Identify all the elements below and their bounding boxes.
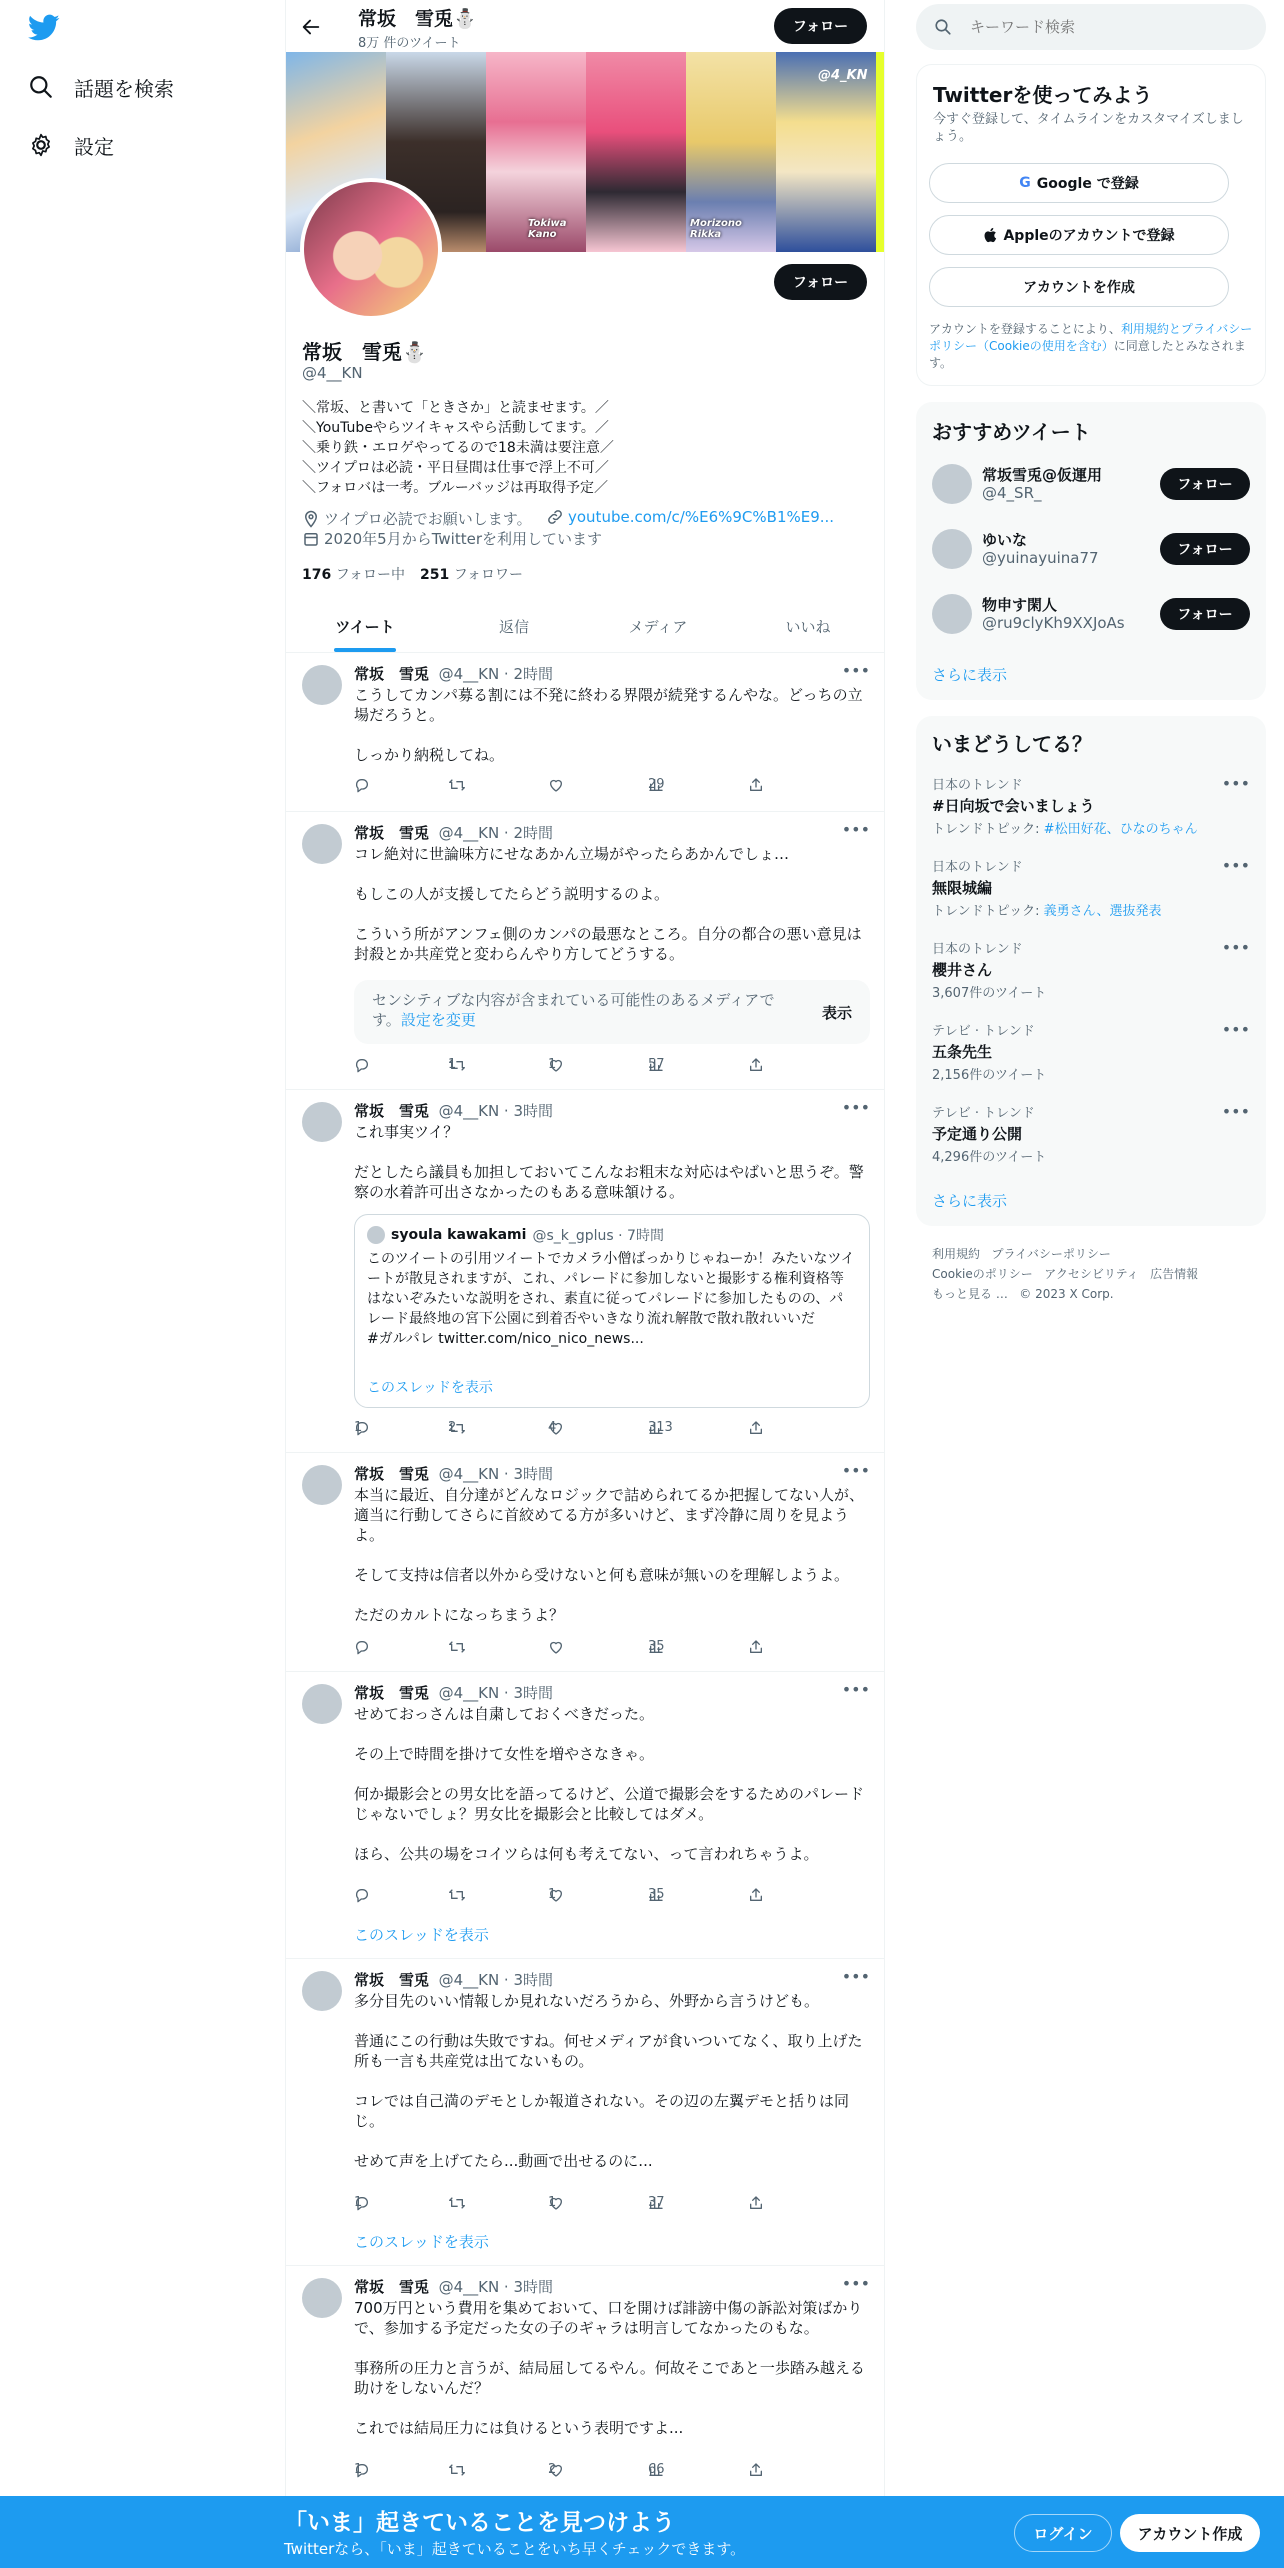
trend-count: 3,607件のツイート xyxy=(932,986,1047,1001)
trend-context: 日本のトレンド xyxy=(932,860,1023,875)
create-account-button[interactable]: アカウントを作成 xyxy=(929,267,1229,307)
views-count: 29 xyxy=(648,777,665,792)
tweet-header xyxy=(354,2276,553,2297)
recommend-user-name: 常坂雪兎@仮運用 xyxy=(982,466,1103,484)
trend-item[interactable] xyxy=(932,856,1250,919)
tweet-author[interactable]: 常坂 雪兎 xyxy=(354,1465,430,1483)
tweet-avatar[interactable] xyxy=(302,2278,342,2318)
tweet-meta[interactable]: @4__KN · 3時間 xyxy=(438,1684,554,1702)
more-icon[interactable]: ••• xyxy=(1221,1102,1250,1121)
nav-explore-label: 話題を検索 xyxy=(74,76,174,101)
trend-context: 日本のトレンド xyxy=(932,942,1023,957)
trend-context: 日本のトレンド xyxy=(932,778,1023,793)
change-settings-link[interactable]: 設定を変更 xyxy=(400,1011,476,1029)
retweet-icon xyxy=(448,2195,466,2211)
quote-thread-link[interactable]: このスレッドを表示 xyxy=(367,1380,493,1396)
tweet-author[interactable]: 常坂 雪兎 xyxy=(354,1684,430,1702)
reply-icon xyxy=(354,777,370,793)
search-icon xyxy=(28,74,54,100)
tweet-actions xyxy=(354,777,774,797)
recommend-user-avatar xyxy=(932,464,972,504)
tab-likes-label: いいね xyxy=(785,617,831,636)
tweet-avatar[interactable] xyxy=(302,824,342,864)
trends-more-link[interactable]: さらに表示 xyxy=(932,1192,1008,1210)
profile-handle: @4__KN xyxy=(302,364,363,382)
trend-subtitle xyxy=(932,818,1250,837)
share-icon xyxy=(748,1057,764,1073)
tab-media[interactable] xyxy=(584,600,732,652)
trends-title: いまどうしてる？ xyxy=(932,732,1092,756)
like-count: 4 xyxy=(548,1420,557,1435)
recommend-follow-button[interactable]: フォロー xyxy=(1160,598,1250,630)
tweet-meta[interactable]: @4__KN · 2時間 xyxy=(438,824,554,842)
like-count: 2 xyxy=(548,2462,557,2477)
tweet-avatar[interactable] xyxy=(302,1465,342,1505)
reply-icon xyxy=(354,1057,370,1073)
share-icon xyxy=(748,1639,764,1655)
followers-count: 251 xyxy=(420,567,450,583)
location-pin-icon xyxy=(302,510,320,528)
recommend-user-name: 物申す閑人 xyxy=(982,596,1058,614)
tweet-header xyxy=(354,822,553,843)
trend-subtitle xyxy=(932,1064,1250,1083)
trend-title: #日向坂で会いましょう xyxy=(932,797,1095,815)
recommend-user-handle: @yuinayuina77 xyxy=(982,549,1099,567)
profile-avatar[interactable] xyxy=(300,178,442,320)
reply-icon xyxy=(354,1639,370,1655)
trend-context: テレビ · トレンド xyxy=(932,1106,1035,1121)
footer-accessibility[interactable]: アクセシビリティ xyxy=(1044,1267,1139,1281)
share-icon xyxy=(748,1420,764,1436)
tweet[interactable] xyxy=(286,653,884,812)
like-icon xyxy=(548,777,564,793)
quote-author: syoula kawakami xyxy=(391,1227,527,1243)
trend-title: 無限城編 xyxy=(932,879,993,897)
recommend-more-link[interactable]: さらに表示 xyxy=(932,666,1008,684)
bottom-bar-subtitle: Twitterなら、「いま」起きていることをいち早くチェックできます。 xyxy=(284,2540,746,2558)
views-count: 35 xyxy=(648,1887,665,1902)
followers-label: フォロワー xyxy=(453,567,523,583)
tab-media-label: メディア xyxy=(628,617,688,636)
bottom-login-button[interactable]: ログイン xyxy=(1014,2514,1112,2552)
tweet-author[interactable]: 常坂 雪兎 xyxy=(354,1102,430,1120)
more-icon[interactable]: ••• xyxy=(841,1680,870,1699)
banner-label-2: Morizono Rikka xyxy=(690,218,742,240)
profile-location-text: ツイプロ必読でお願いします。 xyxy=(324,510,532,528)
signup-title: Twitterを使ってみよう xyxy=(933,83,1153,107)
share-icon xyxy=(748,2195,764,2211)
trend-item[interactable] xyxy=(932,1102,1250,1165)
tweet-meta[interactable]: @4__KN · 3時間 xyxy=(438,2278,554,2296)
recommend-user[interactable] xyxy=(932,590,1250,638)
apple-signup-button[interactable] xyxy=(929,215,1229,255)
recommend-follow-button[interactable]: フォロー xyxy=(1160,533,1250,565)
tweet-header xyxy=(354,1969,553,1990)
like-count: 1 xyxy=(548,1887,557,1902)
more-icon[interactable]: ••• xyxy=(841,1098,870,1117)
trend-title: 櫻井さん xyxy=(932,961,993,979)
tweet-meta[interactable]: @4__KN · 3時間 xyxy=(438,1971,554,1989)
tweet-text: 700万円という費用を集めておいて、口を開けば誹謗中傷の訴訟対策ばかりで、参加する予定だった女の子のギャラは明言してなかったのもな。 事務所の圧力と言うが、結局屈してるやん。何故そこであと一歩踏み越える助けをしないんだ？ これでは結局圧力には負けるという表明ですよ... xyxy=(354,2299,865,2437)
tweet-author[interactable]: 常坂 雪兎 xyxy=(354,665,430,683)
trend-title: 五条先生 xyxy=(932,1043,993,1061)
terms-link[interactable]: 利用規約とプライバシーポリシー（Cookieの使用を含む） xyxy=(929,322,1253,353)
footer-terms[interactable]: 利用規約 xyxy=(932,1247,981,1261)
views-count: 37 xyxy=(648,2195,665,2210)
terms-post: に同意したとみなされます。 xyxy=(929,339,1246,370)
tweet[interactable] xyxy=(286,1090,884,1453)
more-icon[interactable]: ••• xyxy=(841,1967,870,1986)
trend-item[interactable] xyxy=(932,938,1250,1001)
nav-settings-label: 設定 xyxy=(74,134,114,159)
more-icon[interactable]: ••• xyxy=(1221,1020,1250,1039)
tweet-header xyxy=(354,1100,553,1121)
tweet-avatar[interactable] xyxy=(302,1971,342,2011)
recommend-user-handle: @4_SR_ xyxy=(982,484,1042,502)
footer-privacy[interactable]: プライバシーポリシー xyxy=(991,1247,1111,1261)
trend-topic-links[interactable]: 義勇さん、選抜発表 xyxy=(1043,904,1162,919)
recommend-user-avatar xyxy=(932,529,972,569)
bottom-signup-button[interactable]: アカウント作成 xyxy=(1120,2514,1260,2552)
tweet-text: 本当に最近、自分達がどんなロジックで詰められてるか把握してない人が、適当に行動してさらに首絞めてる方が多いけど、まず冷静に周りを見よう よ。 そして支持は信者以外から受けないと何も意味が無いのを理解しようよ。 ただのカルトになっちまうよ？ xyxy=(354,1486,865,1624)
tweet[interactable] xyxy=(286,1959,884,2266)
main-column-border-right xyxy=(884,0,885,2568)
show-thread-link[interactable]: このスレッドを表示 xyxy=(354,1926,489,1944)
trend-item[interactable] xyxy=(932,1020,1250,1083)
recommend-follow-button[interactable]: フォロー xyxy=(1160,468,1250,500)
gear-icon xyxy=(28,132,54,158)
footer-cookie[interactable]: Cookieのポリシー xyxy=(932,1267,1033,1281)
like-icon xyxy=(548,1639,564,1655)
apple-icon xyxy=(983,227,997,243)
quote-avatar xyxy=(367,1226,385,1244)
like-count: 1 xyxy=(548,2195,557,2210)
recommend-card xyxy=(916,402,1266,700)
search-input[interactable] xyxy=(970,18,1230,36)
tweet-text: せめておっさんは自粛しておくべきだった。 その上で時間を掛けて女性を増やさなきゃ。 何か撮影会との男女比を語ってるけど、公道で撮影会をするためのパレードじゃないでしょ？男女比を撮影会と比較してはダメ。 ほら、公共の場をコイツらは何も考えてない、って言われちゃうよ。 xyxy=(354,1705,865,1863)
tab-replies-label: 返信 xyxy=(498,617,529,636)
retweet-icon xyxy=(448,2462,466,2478)
tweet-meta[interactable]: @4__KN · 3時間 xyxy=(438,1465,554,1483)
tweet-header xyxy=(354,1463,553,1484)
followers-link[interactable] xyxy=(420,564,523,584)
views-count: 313 xyxy=(648,1420,673,1435)
following-count: 176 xyxy=(302,567,332,583)
quote-meta: @s_k_gplus · 7時間 xyxy=(532,1228,664,1244)
tweet-author[interactable]: 常坂 雪兎 xyxy=(354,2278,430,2296)
recommend-user[interactable] xyxy=(932,460,1250,508)
tweet[interactable] xyxy=(286,1672,884,1959)
trend-title: 予定通り公開 xyxy=(932,1125,1023,1143)
share-icon xyxy=(748,1887,764,1903)
sensitive-media-notice xyxy=(354,980,870,1044)
show-media-button[interactable]: 表示 xyxy=(821,1004,852,1022)
google-signup-button[interactable] xyxy=(929,163,1229,203)
profile-joined xyxy=(302,528,602,549)
profile-url-text: youtube.com/c/%E6%9C%B1%E9... xyxy=(568,508,835,526)
retweet-count: 1 xyxy=(448,1057,457,1072)
recommend-user-name: ゆいな xyxy=(982,531,1028,549)
tweet-actions xyxy=(354,1887,774,1907)
tweet-actions xyxy=(354,1420,774,1440)
recommend-user-avatar xyxy=(932,594,972,634)
bottom-signup-bar xyxy=(0,2496,1284,2568)
link-icon xyxy=(546,508,564,526)
tweet-actions xyxy=(354,1639,774,1659)
header-tweet-count: 8万 件のツイート xyxy=(358,36,461,51)
tab-replies[interactable] xyxy=(444,600,584,652)
bottom-bar-title: 「いま」起きていることを見つけよう xyxy=(284,2510,675,2536)
tweet-header xyxy=(354,1682,553,1703)
reply-count: 1 xyxy=(354,2195,363,2210)
trend-context: テレビ · トレンド xyxy=(932,1024,1035,1039)
signup-card xyxy=(916,64,1266,386)
tweet[interactable] xyxy=(286,2266,884,2496)
tweet[interactable] xyxy=(286,812,884,1090)
profile-name: 常坂 雪兎⛄ xyxy=(302,340,427,364)
show-thread-link[interactable]: このスレッドを表示 xyxy=(354,2233,489,2251)
views-count: 35 xyxy=(648,1639,665,1654)
tab-tweets-label: ツイート xyxy=(335,617,395,636)
tweet-actions xyxy=(354,2195,774,2215)
tab-tweets[interactable] xyxy=(286,600,444,652)
nav-explore[interactable] xyxy=(28,70,174,104)
like-count: 1 xyxy=(548,1057,557,1072)
trend-count: 2,156件のツイート xyxy=(932,1068,1047,1083)
retweet-icon xyxy=(448,1639,466,1655)
recommend-user[interactable] xyxy=(932,525,1250,573)
reply-icon xyxy=(354,1887,370,1903)
tweet-actions xyxy=(354,2462,774,2482)
signup-desc: 今すぐ登録して、タイムラインをカスタマイズしましょう。 xyxy=(933,112,1244,144)
search-box[interactable] xyxy=(916,4,1266,50)
retweet-icon xyxy=(448,1887,466,1903)
share-icon xyxy=(748,2462,764,2478)
nav-settings[interactable] xyxy=(28,128,114,162)
tweet-author[interactable]: 常坂 雪兎 xyxy=(354,824,430,842)
more-icon[interactable]: ••• xyxy=(1221,856,1250,875)
back-arrow-icon[interactable] xyxy=(300,16,322,38)
footer-copyright: © 2023 X Corp. xyxy=(1019,1287,1114,1301)
tweet-text: コレ絶対に世論味方にせなあかん立場がやったらあかんでしょ… もしこの人が支援してたらどう説明するのよ。 こういう所がアンフェ側のカンパの最悪なところ。自分の都合の悪い意見は封殺とか共産党と変わらんやり方してどうする。 xyxy=(354,845,862,963)
profile-location xyxy=(302,508,532,529)
tweet-text: こうしてカンパ募る割には不発に終わる界隈が続発するんやな。どっちの立場だろうと。 しっかり納税してね。 xyxy=(354,686,863,764)
reply-count: 1 xyxy=(354,1420,363,1435)
terms-pre: アカウントを登録することにより、 xyxy=(929,322,1121,336)
following-link[interactable] xyxy=(302,564,405,584)
trends-card xyxy=(916,716,1266,1226)
banner-label-1: Tokiwa Kano xyxy=(528,218,567,240)
trend-topic-label: トレンドトピック: xyxy=(932,822,1044,837)
share-icon xyxy=(748,777,764,793)
search-icon xyxy=(934,18,952,36)
sensitive-text: センシティブな内容が含まれている可能性のあるメディアです。 xyxy=(372,991,775,1029)
calendar-icon xyxy=(302,530,320,548)
trend-topic-label: トレンドトピック: xyxy=(932,904,1044,919)
trend-subtitle xyxy=(932,900,1250,919)
quote-tweet[interactable] xyxy=(354,1214,870,1408)
footer-more[interactable]: もっと見る … xyxy=(932,1287,1008,1301)
more-icon[interactable]: ••• xyxy=(841,661,870,680)
profile-follow-button[interactable]: フォロー xyxy=(774,264,867,300)
google-signup-label: Google で登録 xyxy=(1036,176,1139,192)
profile-bio: ＼常坂、と書いて「ときさか」と読ませます。／ ＼YouTubeやらツイキャスやら活動してます。／ ＼乗り鉄・エロゲやってるので18未満は要注意／ ＼ツイプロは必読・平日昼間は仕事で浮上不可／ ＼フォロバは一考。ブルーバッジは再取得予定／ xyxy=(302,400,614,496)
header-follow-button[interactable]: フォロー xyxy=(774,8,867,44)
profile-url[interactable] xyxy=(546,508,834,526)
footer-ads[interactable]: 広告情報 xyxy=(1150,1267,1199,1281)
tweet-actions xyxy=(354,1057,774,1077)
tweet-meta[interactable]: @4__KN · 2時間 xyxy=(438,665,554,683)
retweet-count: 2 xyxy=(448,1420,457,1435)
tweet-avatar[interactable] xyxy=(302,665,342,705)
banner-label-3: @4_KN xyxy=(818,68,868,83)
tweet-text: 多分目先のいい情報しか見れないだろうから、外野から言うけども。 普通にこの行動は失敗ですね。何せメディアが食いついてなく、取り上げた所も一言も共産党は出てないもの。 コレでは自己満のデモとしか報道されない。その辺の左翼デモと括りは同じ。 せめて声を上げてたら...動画で出せるのに... xyxy=(354,1992,863,2170)
trend-topic-links[interactable]: #松田好花、ひなのちゃん xyxy=(1043,822,1198,837)
twitter-logo-icon[interactable] xyxy=(28,14,60,42)
trend-count: 4,296件のツイート xyxy=(932,1150,1047,1165)
retweet-icon xyxy=(448,777,466,793)
recommend-user-handle: @ru9clyKh9XXJoAs xyxy=(982,614,1125,632)
profile-joined-text: 2020年5月からTwitterを利用しています xyxy=(324,530,602,548)
tweet-avatar[interactable] xyxy=(302,1684,342,1724)
tweet-header xyxy=(354,663,553,684)
header-name: 常坂 雪兎⛄ xyxy=(358,8,477,30)
tweet[interactable] xyxy=(286,1453,884,1672)
tweet-meta[interactable]: @4__KN · 3時間 xyxy=(438,1102,554,1120)
more-icon[interactable]: ••• xyxy=(841,2274,870,2293)
trend-subtitle xyxy=(932,1146,1250,1165)
recommend-title: おすすめツイート xyxy=(932,420,1091,444)
trend-item[interactable] xyxy=(932,774,1250,837)
tweet-avatar[interactable] xyxy=(302,1102,342,1142)
sidebar-footer xyxy=(932,1244,1252,1304)
following-label: フォロー中 xyxy=(335,567,405,583)
more-icon[interactable]: ••• xyxy=(1221,938,1250,957)
trend-subtitle xyxy=(932,982,1250,1001)
views-count: 57 xyxy=(648,1057,665,1072)
quote-text: このツイートの引用ツイートでカメラ小僧ばっかりじゃねーか！みたいなツイートが散見されますが、これ、パレードに参加しないと撮影する権利資格等はないぞみたいな説明をされ、素直に従ってパレードに参加したものの、パレード最終地の宮下公園に到着否やいきなり流れ解散で散れ散れいいだ #ガルパレ twitter.com/nico_nico_news... xyxy=(367,1251,855,1347)
google-icon: G xyxy=(1019,175,1031,191)
signup-terms xyxy=(929,321,1255,372)
reply-count: 1 xyxy=(354,2462,363,2477)
more-icon[interactable]: ••• xyxy=(841,1461,870,1480)
tweet-author[interactable]: 常坂 雪兎 xyxy=(354,1971,430,1989)
apple-signup-label: Appleのアカウントで登録 xyxy=(1003,228,1175,244)
tab-likes[interactable] xyxy=(732,600,884,652)
more-icon[interactable]: ••• xyxy=(1221,774,1250,793)
tweet-text: これ事実ツイ？ だとしたら議員も加担しておいてこんなお粗末な対応はやばいと思うぞ。警察の水着許可出さなかったのもある意味頷ける。 xyxy=(354,1123,864,1201)
more-icon[interactable]: ••• xyxy=(841,820,870,839)
views-count: 66 xyxy=(648,2462,665,2477)
